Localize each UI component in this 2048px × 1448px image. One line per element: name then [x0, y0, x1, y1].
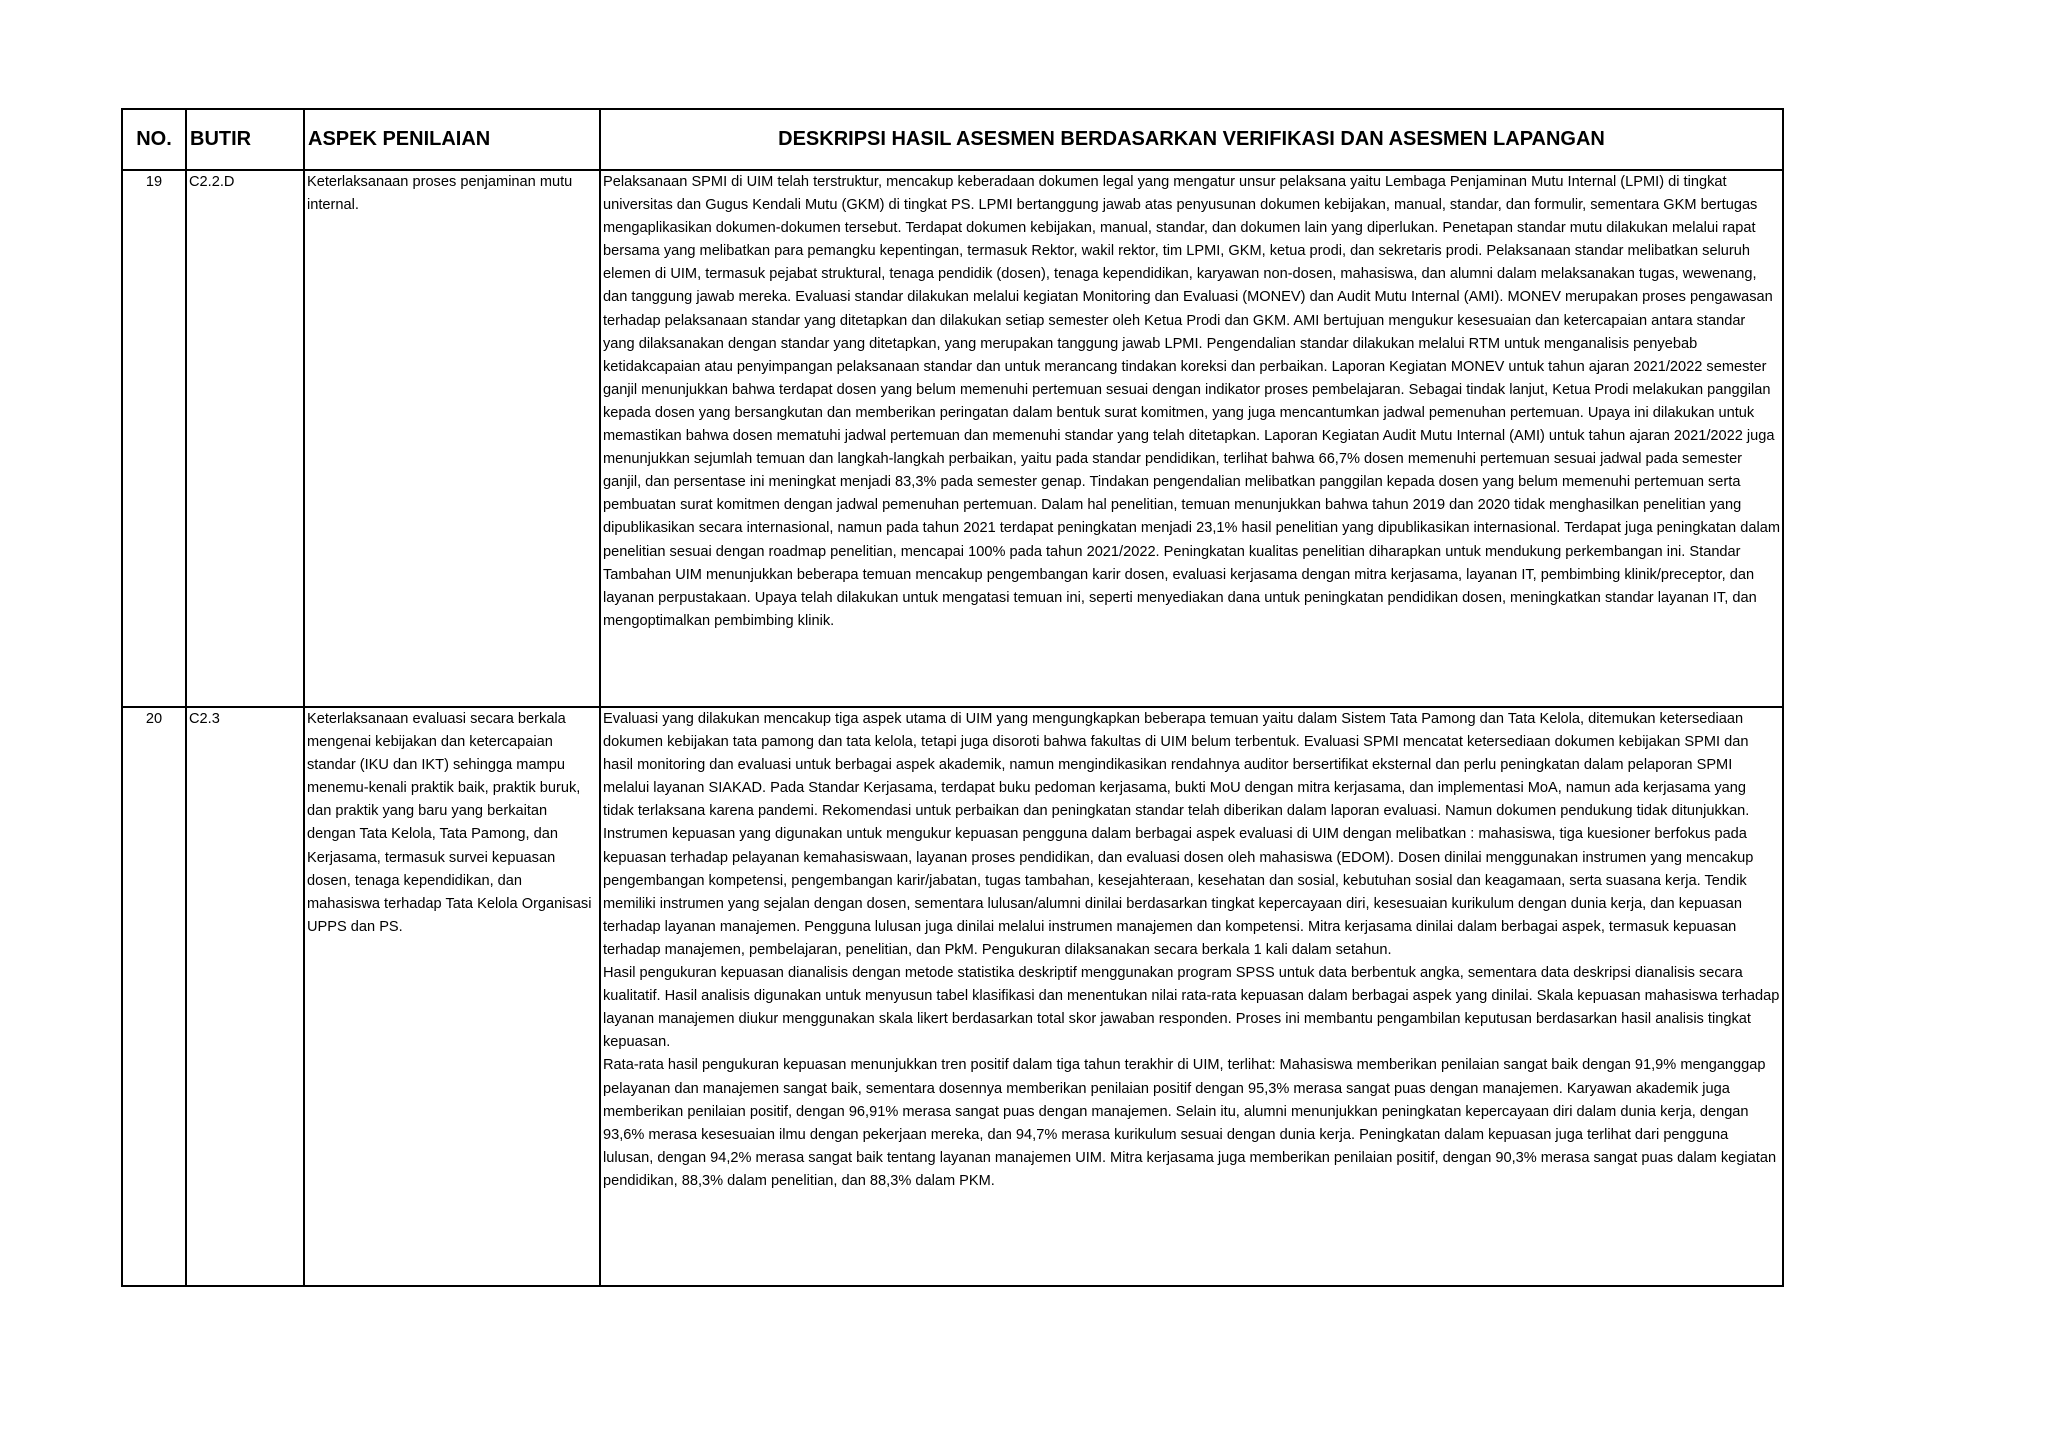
table-row — [122, 170, 1783, 707]
row-no: 20 — [122, 707, 186, 1286]
row-no: 19 — [122, 170, 186, 707]
header-butir: BUTIR — [186, 109, 304, 170]
description-paragraph: Instrumen kepuasan yang digunakan untuk mengukur kepuasan pengguna dalam berbagai aspek evaluasi di UIM dengan melibatkan : mahasiswa, tiga kuesioner berfokus pada kepuasan terhadap pelayanan kemahasiswaan, layanan proses pendidikan, dan evaluasi dosen oleh mahasiswa (EDOM). Dosen dinilai menggunakan instrumen yang mencakup pengembangan kompetensi, pengembangan karir/jabatan, tugas tambahan, kesejahteraan, kesehatan dan sosial, kebutuhan sosial dan keagamaan, serta suasana kerja. Tendik memiliki instrumen yang sejalan dengan dosen, sementara lulusan/alumni dinilai berdasarkan tingkat kepercayaan diri, kesesuaian kurikulum dengan dunia kerja, dan kepuasan terhadap layanan manajemen. Pengguna lulusan juga dinilai melalui instrumen manajemen dan kompetensi. Mitra kerjasama dinilai dalam berbagai aspek, termasuk kepuasan terhadap manajemen, pembelajaran, penelitian, dan PkM. Pengukuran dilaksanakan secara berkala 1 kali dalam setahun. — [603, 826, 1754, 958]
table-header-row — [122, 109, 1783, 170]
assessment-table — [121, 108, 1784, 1287]
description-paragraph: Rata-rata hasil pengukuran kepuasan menunjukkan tren positif dalam tiga tahun terakhir di UIM, terlihat: Mahasiswa memberikan penilaian sangat baik dengan 91,9% menganggap pelayanan dan manajemen sangat baik, sementara dosennya memberikan penilaian positif dengan 95,3% merasa sangat puas dengan manajemen. Karyawan akademik juga memberikan penilaian positif, dengan 96,91% merasa sangat puas dengan manajemen. Selain itu, alumni menunjukkan peningkatan kepercayaan diri dalam dunia kerja, dengan 93,6% merasa kesesuaian ilmu dengan pekerjaan mereka, dan 94,7% merasa kurikulum sesuai dengan dunia kerja. Peningkatan dalam kepuasan juga terlihat dari pengguna lulusan, dengan 94,2% merasa sangat baik tentang layanan manajemen UIM. Mitra kerjasama juga memberikan penilaian positif, dengan 90,3% merasa sangat puas dalam kegiatan pendidikan, 88,3% dalam penelitian, dan 88,3% dalam PKM. — [603, 1057, 1777, 1189]
table-row — [122, 707, 1783, 1286]
description-paragraph: Hasil pengukuran kepuasan dianalisis dengan metode statistika deskriptif menggunakan program SPSS untuk data berbentuk angka, sementara data deskripsi dianalisis secara kualitatif. Hasil analisis digunakan untuk menyusun tabel klasifikasi dan menentukan nilai rata-rata kepuasan dalam berbagai aspek yang dinilai. Skala kepuasan mahasiswa terhadap layanan manajemen diukur menggunakan skala likert berdasarkan total skor jawaban responden. Proses ini membantu pengambilan keputusan berdasarkan hasil analisis tingkat kepuasan. — [603, 965, 1780, 1051]
row-deskripsi — [600, 707, 1783, 1286]
row-butir: C2.2.D — [186, 170, 304, 707]
header-deskripsi: DESKRIPSI HASIL ASESMEN BERDASARKAN VERIFIKASI DAN ASESMEN LAPANGAN — [600, 109, 1783, 170]
description-paragraph: Evaluasi yang dilakukan mencakup tiga aspek utama di UIM yang mengungkapkan beberapa temuan yaitu dalam Sistem Tata Pamong dan Tata Kelola, ditemukan ketersediaan dokumen kebijakan tata pamong dan tata kelola, tetapi juga disoroti bahwa fakultas di UIM belum terbentuk. Evaluasi SPMI mencatat ketersediaan dokumen kebijakan SPMI dan hasil monitoring dan evaluasi untuk berbagai aspek akademik, namun mengindikasikan rendahnya auditor bersertifikat eksternal dan perlu peningkatan dalam pelaporan SPMI melalui layanan SIAKAD. Pada Standar Kerjasama, terdapat buku pedoman kerjasama, bukti MoU dengan mitra kerjasama, dan implementasi MoA, namun ada kerjasama yang tidak terlaksana karena pandemi. Rekomendasi untuk perbaikan dan peningkatan standar telah diberikan dalam laporan evaluasi. Namun dokumen pendukung tidak ditunjukkan. — [603, 711, 1750, 820]
header-no: NO. — [122, 109, 186, 170]
row-aspek: Keterlaksanaan evaluasi secara berkala mengenai kebijakan dan ketercapaian standar (IKU dan IKT) sehingga mampu menemu-kenali praktik baik, praktik buruk, dan praktik yang baru yang berkaitan dengan Tata Kelola, Tata Pamong, dan Kerjasama, termasuk survei kepuasan dosen, tenaga kependidikan, dan mahasiswa terhadap Tata Kelola Organisasi UPPS dan PS. — [304, 707, 600, 1286]
row-butir: C2.3 — [186, 707, 304, 1286]
row-deskripsi — [600, 170, 1783, 707]
header-aspek-penilaian: ASPEK PENILAIAN — [304, 109, 600, 170]
description-paragraph: Pelaksanaan SPMI di UIM telah terstruktur, mencakup keberadaan dokumen legal yang mengatur unsur pelaksana yaitu Lembaga Penjaminan Mutu Internal (LPMI) di tingkat universitas dan Gugus Kendali Mutu (GKM) di tingkat PS. LPMI bertanggung jawab atas penyusunan dokumen kebijakan, manual, standar, dan formulir, sementara GKM bertugas mengaplikasikan dokumen-dokumen tersebut. Terdapat dokumen kebijakan, manual, standar, dan dokumen lain yang diperlukan. Penetapan standar mutu dilakukan melalui rapat bersama yang melibatkan para pemangku kepentingan, termasuk Rektor, wakil rektor, tim LPMI, GKM, ketua prodi, dan sekretaris prodi. Pelaksanaan standar melibatkan seluruh elemen di UIM, termasuk pejabat struktural, tenaga pendidik (dosen), tenaga kependidikan, karyawan non-dosen, mahasiswa, dan alumni dalam melaksanakan tugas, wewenang, dan tanggung jawab mereka. Evaluasi standar dilakukan melalui kegiatan Monitoring dan Evaluasi (MONEV) dan Audit Mutu Internal (AMI). MONEV merupakan proses pengawasan terhadap pelaksanaan standar yang ditetapkan dan dilakukan setiap semester oleh Ketua Prodi dan GKM. AMI bertujuan mengukur kesesuaian dan ketercapaian antara standar yang dilaksanakan dengan standar yang ditetapkan, yang merupakan tanggung jawab LPMI. Pengendalian standar dilakukan melalui RTM untuk menganalisis penyebab ketidakcapaian atau penyimpangan pelaksanaan standar dan untuk merancang tindakan koreksi dan perbaikan. Laporan Kegiatan MONEV untuk tahun ajaran 2021/2022 semester ganjil menunjukkan bahwa terdapat dosen yang belum memenuhi pertemuan sesuai dengan indikator proses pembelajaran. Sebagai tindak lanjut, Ketua Prodi melakukan panggilan kepada dosen yang bersangkutan dan memberikan peringatan dalam bentuk surat komitmen, yang juga mencantumkan jadwal pemenuhan pertemuan. Upaya ini dilakukan untuk memastikan bahwa dosen mematuhi jadwal pertemuan dan memenuhi standar yang telah ditetapkan. Laporan Kegiatan Audit Mutu Internal (AMI) untuk tahun ajaran 2021/2022 juga menunjukkan sejumlah temuan dan langkah-langkah perbaikan, yaitu pada standar pendidikan, terlihat bahwa 66,7% dosen memenuhi pertemuan sesuai jadwal pada semester ganjil, dan persentase ini meningkat menjadi 83,3% pada semester genap. Tindakan pengendalian melibatkan panggilan kepada dosen yang belum memenuhi pertemuan serta pembuatan surat komitmen dengan jadwal pemenuhan pertemuan. Dalam hal penelitian, temuan menunjukkan bahwa tahun 2019 dan 2020 tidak menghasilkan penelitian yang dipublikasikan secara internasional, namun pada tahun 2021 terdapat peningkatan menjadi 23,1% hasil penelitian yang dipublikasikan internasional. Terdapat juga peningkatan dalam penelitian sesuai dengan roadmap penelitian, mencapai 100% pada tahun 2021/2022. Peningkatan kualitas penelitian diharapkan untuk mendukung perkembangan ini. Standar Tambahan UIM menunjukkan beberapa temuan mencakup pengembangan karir dosen, evaluasi kerjasama dengan mitra kerjasama, layanan IT, pembimbing klinik/preceptor, dan layanan perpustakaan. Upaya telah dilakukan untuk mengatasi temuan ini, seperti menyediakan dana untuk peningkatan pendidikan dosen, meningkatkan standar layanan IT, dan mengoptimalkan pembimbing klinik. — [603, 174, 1780, 629]
row-aspek: Keterlaksanaan proses penjaminan mutu internal. — [304, 170, 600, 707]
